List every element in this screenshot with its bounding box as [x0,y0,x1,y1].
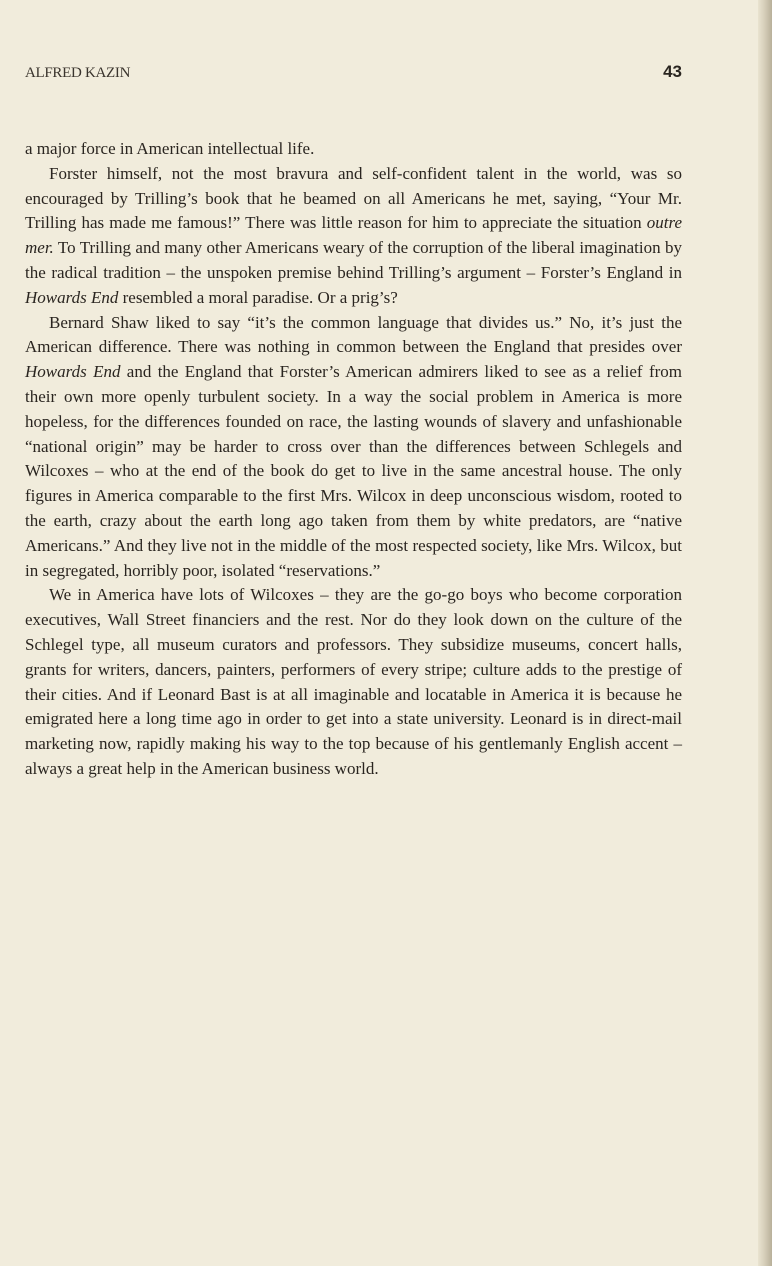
body-text [25,137,682,782]
running-head: ALFRED KAZIN [25,65,131,81]
text-run: We in America have lots of Wilcoxes – they are the go-go boys who become corporation executives, Wall Street financiers and the rest. Nor do they look down on the culture of the Schlegel type, all museum curators and professors. They subsidize museums, concert halls, grants for writers, dancers, painters, performers of every stripe; culture adds to the prestige of their cities. And if Leonard Bast is at all imaginable and locatable in America it is because he emigrated here a long time ago in order to get into a state university. Leonard is in direct-mail marketing now, rapidly making his way to the top because of his gentlemanly English accent – always a great help in the American business world. [25,585,682,778]
paragraph-3 [25,311,682,584]
page-edge [758,0,772,1266]
text-run: resembled a moral paradise. Or a prig’s? [118,287,398,307]
paragraph-1 [25,137,682,162]
italic-phrase: outre mer. [25,213,682,258]
text-run: a major force in American intellectual life. [25,139,315,158]
text-run: and the England that Forster’s American admirers liked to see as a relief from their own more openly turbulent society. In a way the social problem in America is more hopeless, for the differences founded on race, the lasting wounds of slavery and unfashionable “national origin” may be harder to cross over than the differences between Schlegels and Wilcoxes – who at the end of the book do get to live in the same ancestral house. The only figures in America comparable to the first Mrs. Wilcox in deep unconscious wisdom, rooted to the earth, crazy about the earth long ago taken from them by white predators, are “native Americans.” And they live not in the middle of the most respected society, like Mrs. Wilcox, but in segregated, horribly poor, isolated “reservations.” [25,362,682,580]
book-title: Howards End [25,287,119,307]
text-run: To Trilling and many other Americans weary of the corruption of the liberal imagination by the radical tradition – the unspoken premise behind Trilling’s argument – Forster’s England in [25,238,682,282]
page-number: 43 [663,62,682,81]
text-run: Forster himself, not the most bravura and self-confident talent in the world, was so encouraged by Trilling’s book that he beamed on all Americans he met, saying, “Your Mr. Trilling has made me famous!” There was little reason for him to appreciate the situation [25,163,682,233]
book-title: Howards End [25,362,121,382]
text-run: Bernard Shaw liked to say “it’s the common language that divides us.” No, it’s just the American difference. There was nothing in common between the England that presides over [25,312,682,357]
paragraph-4 [25,583,682,781]
paragraph-2 [25,162,682,311]
page-header [25,62,682,86]
